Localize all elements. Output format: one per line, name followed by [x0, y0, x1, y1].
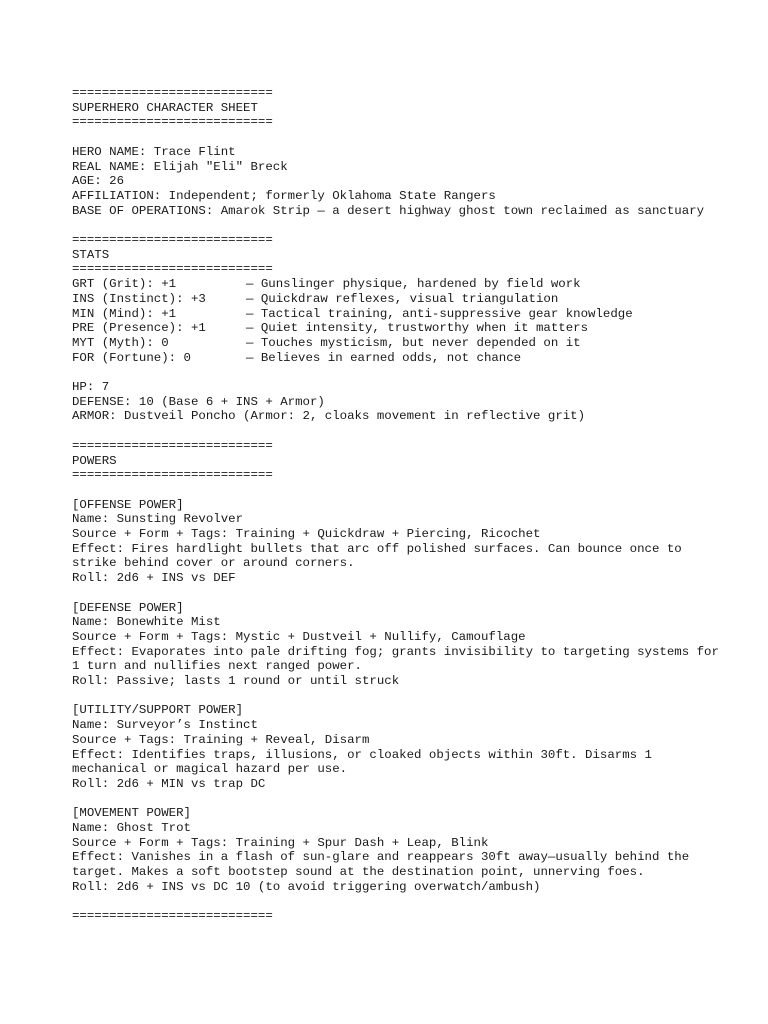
divider-rule: ===========================	[72, 262, 273, 277]
stats-list	[72, 277, 732, 365]
power-name: Name: Ghost Trot	[72, 821, 191, 836]
divider-rule: ===========================	[72, 86, 273, 100]
stats-heading: STATS	[72, 247, 110, 262]
divider-rule: ===========================	[72, 115, 273, 130]
stat-row	[72, 336, 732, 351]
power-category: [MOVEMENT POWER]	[72, 806, 191, 821]
spacer	[72, 895, 732, 910]
document-title: SUPERHERO CHARACTER SHEET	[72, 100, 258, 115]
power-roll: Roll: 2d6 + MIN vs trap DC	[72, 776, 266, 791]
power-block-utility	[72, 703, 732, 791]
hp-value: HP: 7	[72, 380, 110, 395]
divider-rule: ===========================	[72, 468, 273, 483]
stat-name: FOR (Fortune): 0	[72, 350, 191, 365]
power-block-offense	[72, 498, 732, 586]
stat-description: — Quiet intensity, trustworthy when it matters	[246, 321, 589, 336]
character-sheet-document	[72, 86, 732, 924]
stat-row	[72, 277, 732, 292]
stat-row	[72, 321, 732, 336]
stat-name: GRT (Grit): +1	[72, 277, 177, 292]
power-roll: Roll: Passive; lasts 1 round or until struck	[72, 674, 400, 689]
power-name: Name: Surveyor’s Instinct	[72, 718, 258, 733]
spacer	[72, 130, 732, 145]
age: AGE: 26	[72, 174, 125, 189]
power-roll: Roll: 2d6 + INS vs DEF	[72, 571, 236, 586]
stat-description: — Believes in earned odds, not chance	[246, 350, 522, 365]
power-name: Name: Bonewhite Mist	[72, 615, 221, 630]
stat-row	[72, 292, 732, 307]
power-name: Name: Sunsting Revolver	[72, 512, 244, 527]
stat-row	[72, 351, 732, 366]
hero-name: HERO NAME: Trace Flint	[72, 144, 236, 159]
divider-rule: ===========================	[72, 233, 273, 247]
divider-rule: ===========================	[72, 438, 273, 453]
spacer	[72, 424, 732, 439]
armor-value: ARMOR: Dustveil Poncho (Armor: 2, cloaks movement in reflective grit)	[72, 409, 586, 424]
stat-name: INS (Instinct): +3	[72, 291, 206, 306]
stat-description: — Touches mysticism, but never depended on it	[246, 335, 581, 350]
power-source: Source + Form + Tags: Mystic + Dustveil + Nullify, Camouflage	[72, 629, 526, 644]
power-source: Source + Form + Tags: Training + Quickdraw + Piercing, Ricochet	[72, 527, 541, 542]
power-effect: Effect: Fires hardlight bullets that arc off polished surfaces. Can bounce once to strike behind cover or around corners.	[72, 541, 690, 571]
stat-name: MIN (Mind): +1	[72, 306, 177, 321]
spacer	[72, 365, 732, 380]
spacer	[72, 689, 732, 704]
power-effect: Effect: Evaporates into pale drifting fog; grants invisibility to targeting systems for 1 turn and nullifies next ranged power.	[72, 644, 727, 674]
power-block-movement	[72, 806, 732, 894]
power-block-defense	[72, 601, 732, 689]
spacer	[72, 586, 732, 601]
stat-description: — Tactical training, anti-suppressive gear knowledge	[246, 306, 633, 321]
power-category: [OFFENSE POWER]	[72, 497, 184, 512]
stat-description: — Gunslinger physique, hardened by field work	[246, 277, 581, 292]
power-category: [DEFENSE POWER]	[72, 600, 184, 615]
power-source: Source + Form + Tags: Training + Spur Dash + Leap, Blink	[72, 835, 489, 850]
defense-value: DEFENSE: 10 (Base 6 + INS + Armor)	[72, 394, 325, 409]
spacer	[72, 792, 732, 807]
stat-row	[72, 307, 732, 322]
power-roll: Roll: 2d6 + INS vs DC 10 (to avoid triggering overwatch/ambush)	[72, 879, 541, 894]
spacer	[72, 483, 732, 498]
power-effect: Effect: Vanishes in a flash of sun-glare and reappears 30ft away—usually behind the target. Makes a soft bootstep sound at the destination point, unnerving foes.	[72, 850, 697, 880]
spacer	[72, 218, 732, 233]
power-category: [UTILITY/SUPPORT POWER]	[72, 703, 244, 718]
affiliation: AFFILIATION: Independent; formerly Oklahoma State Rangers	[72, 188, 496, 203]
power-effect: Effect: Identifies traps, illusions, or cloaked objects within 30ft. Disarms 1 mechanical or magical hazard per use.	[72, 747, 660, 777]
powers-heading: POWERS	[72, 453, 117, 468]
stat-name: MYT (Myth): 0	[72, 335, 169, 350]
stat-description: — Quickdraw reflexes, visual triangulation	[246, 291, 559, 306]
divider-rule: ===========================	[72, 909, 273, 924]
power-source: Source + Tags: Training + Reveal, Disarm	[72, 732, 370, 747]
real-name: REAL NAME: Elijah "Eli" Breck	[72, 159, 288, 174]
base-of-operations: BASE OF OPERATIONS: Amarok Strip — a desert highway ghost town reclaimed as sanctuary	[72, 203, 705, 218]
stat-name: PRE (Presence): +1	[72, 321, 206, 336]
